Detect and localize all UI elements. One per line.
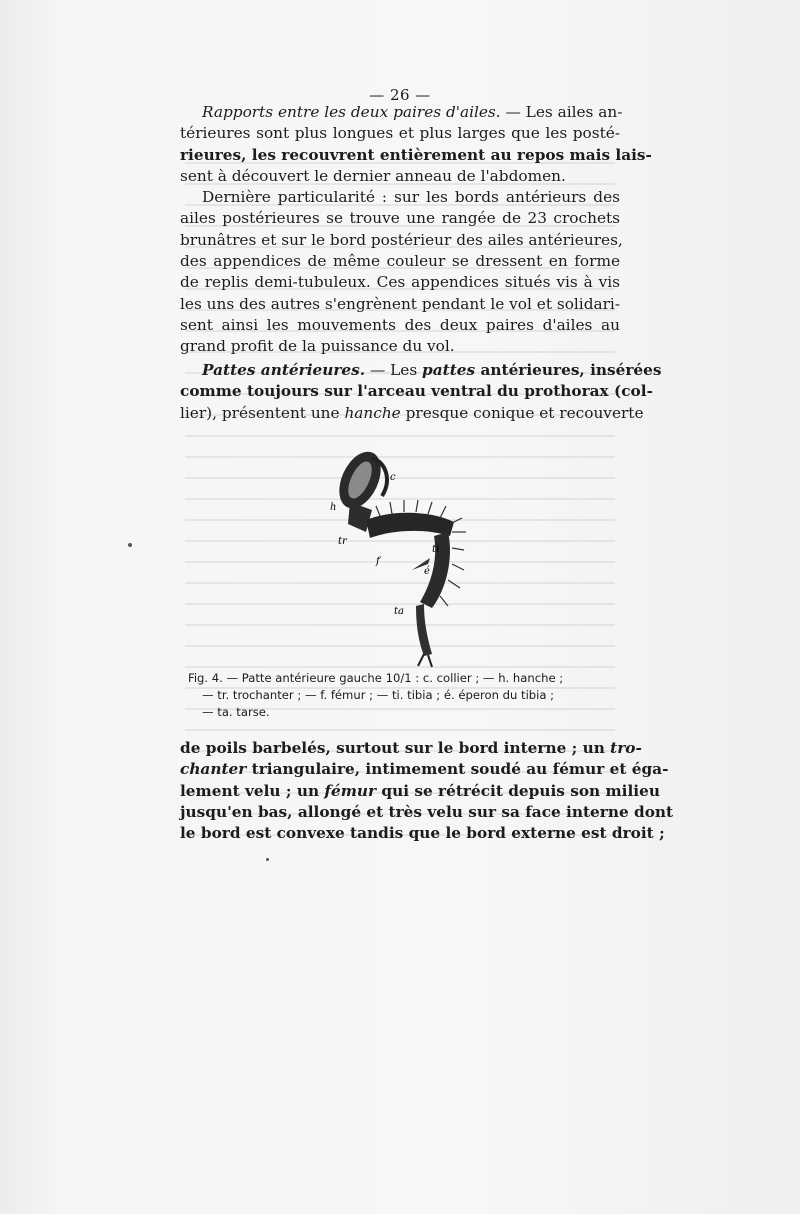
paragraph-leg-description — [180, 738, 674, 844]
text-line: Pattes antérieures. — Les pattes antérieures, insérées — [202, 361, 662, 379]
text-line: brunâtres et sur le bord postérieur des ailes antérieures, — [180, 230, 623, 249]
paragraph-wings-relation — [180, 102, 652, 358]
section-heading: Rapports entre les deux paires d'ailes. — [202, 103, 501, 121]
caption-line: — tr. trochanter ; — f. fémur ; — ti. tibia ; é. éperon du tibia ; — [202, 688, 555, 702]
text-line: rieures, les recouvrent entièrement au repos mais lais- — [180, 145, 652, 164]
fig-label-ti: ti — [432, 544, 440, 555]
text-line: lier), présentent une hanche presque conique et recouverte — [180, 403, 644, 422]
speck — [266, 858, 269, 861]
text-line: sent ainsi les mouvements des deux paires d'ailes au — [180, 315, 620, 334]
speck — [128, 543, 132, 547]
text-line: ailes postérieures se trouve une rangée de 23 crochets — [180, 209, 620, 228]
caption-line: — ta. tarse. — [202, 705, 270, 719]
fig-label-ta: ta — [394, 606, 404, 617]
fig-label-tr: tr — [338, 536, 347, 547]
text-line: Rapports entre les deux paires d'ailes. — Les ailes an- — [202, 103, 623, 121]
text-line: les uns des autres s'engrènent pendant le vol et solidari- — [180, 294, 620, 313]
text-line: de replis demi-tubuleux. Ces appendices situés vis à vis — [180, 273, 620, 292]
fig-label-e: é — [424, 566, 430, 577]
text-line: comme toujours sur l'arceau ventral du prothorax (col- — [180, 382, 653, 401]
text-line: des appendices de même couleur se dressent en forme — [180, 252, 620, 271]
figure-caption — [188, 670, 618, 721]
text-line: grand profit de la puissance du vol. — [180, 337, 455, 356]
page-number: — 26 — — [369, 86, 431, 104]
text-line: de poils barbelés, surtout sur le bord interne ; un tro- — [180, 739, 642, 757]
text-line: Dernière particularité : sur les bords antérieurs des — [202, 188, 620, 207]
fig-label-h: h — [330, 502, 337, 513]
text-line: lement velu ; un fémur qui se rétrécit depuis son milieu — [180, 781, 660, 800]
section-heading: Pattes antérieures. — [202, 361, 366, 379]
text-line: le bord est convexe tandis que le bord externe est droit ; — [180, 824, 665, 843]
text-line: sent à découvert le dernier anneau de l'abdomen. — [180, 166, 566, 185]
caption-line: Fig. 4. — Patte antérieure gauche 10/1 : c. collier ; — h. hanche ; — [188, 671, 564, 685]
fig-label-c: c — [390, 472, 396, 483]
text-line: térieures sont plus longues et plus larges que les posté- — [180, 124, 620, 143]
text-line: chanter triangulaire, intimement soudé au fémur et éga- — [180, 760, 669, 779]
paragraph-front-legs — [180, 360, 662, 424]
leg-illustration — [320, 440, 490, 668]
text-line: jusqu'en bas, allongé et très velu sur sa face interne dont — [180, 802, 674, 821]
leg-drawing — [320, 440, 490, 668]
fig-label-f: f — [376, 556, 380, 567]
